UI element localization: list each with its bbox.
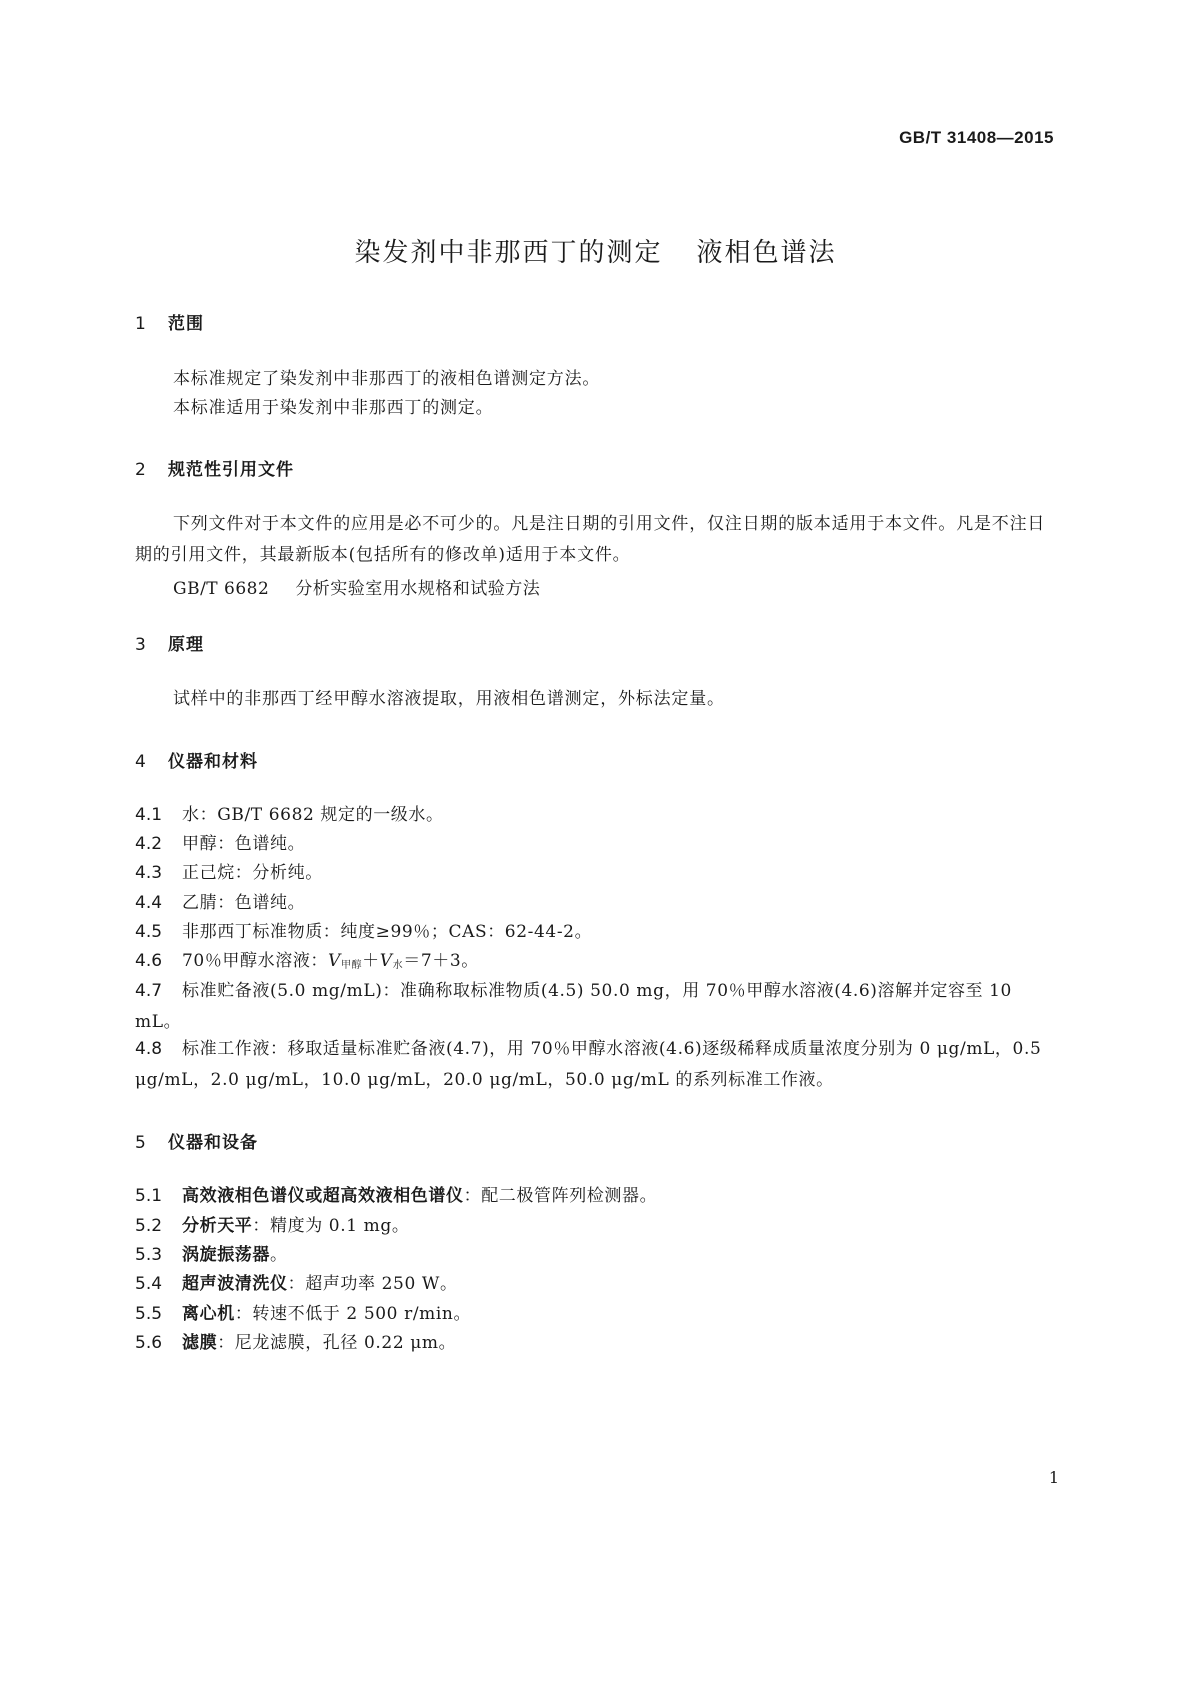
list-item: 4.2 甲醇：色谱纯。 <box>135 834 306 854</box>
list-item: 4.6 70％甲醇水溶液：$V_{甲醇}+V_水=7+3$。 <box>135 951 479 971</box>
section-1-heading: 1 范围 <box>135 314 204 334</box>
document-title <box>0 232 1191 269</box>
section-3-para-1: 试样中的非那西丁经甲醇水溶液提取，用液相色谱测定，外标法定量。 <box>173 689 725 709</box>
title-method: 液相色谱法 <box>696 238 837 268</box>
page-number: 1 <box>1048 1468 1059 1487</box>
section-2-para-1: 下列文件对于本文件的应用是必不可少的。凡是注日期的引用文件，仅注日期的版本适用于本文件。凡是不注日期的引用文件，其最新版本(包括所有的修改单)适用于本文件。 <box>135 514 1046 565</box>
list-item: 5.4 超声波清洗仪：超声功率 250 W。 <box>135 1274 458 1294</box>
list-item: 5.6 滤膜：尼龙滤膜，孔径 0.22 μm。 <box>135 1333 457 1353</box>
section-4-heading: 4 仪器和材料 <box>135 752 258 772</box>
normative-reference <box>173 574 540 599</box>
section-3-heading: 3 原理 <box>135 635 204 655</box>
list-item: 5.5 离心机：转速不低于 2 500 r/min。 <box>135 1304 472 1324</box>
list-item: 4.1 水：GB/T 6682 规定的一级水。 <box>135 805 444 825</box>
list-item: 4.5 非那西丁标准物质：纯度≥99％；CAS：62-44-2。 <box>135 922 593 942</box>
list-item: 5.3 涡旋振荡器。 <box>135 1245 288 1265</box>
title-main: 染发剂中非那西丁的测定 <box>354 238 663 268</box>
section-1-para-1: 本标准规定了染发剂中非那西丁的液相色谱测定方法。 <box>173 369 601 389</box>
list-item: 5.2 分析天平：精度为 0.1 mg。 <box>135 1216 410 1236</box>
reference-title: 分析实验室用水规格和试验方法 <box>295 579 541 599</box>
list-item: 4.4 乙腈：色谱纯。 <box>135 893 306 913</box>
section-2-heading: 2 规范性引用文件 <box>135 460 294 480</box>
list-item: 5.1 高效液相色谱仪或超高效液相色谱仪：配二极管阵列检测器。 <box>135 1186 658 1206</box>
list-item: 4.3 正己烷：分析纯。 <box>135 863 323 883</box>
list-item: 4.8 标准工作液：移取适量标准贮备液(4.7)，用 70％甲醇水溶液(4.6)逐级稀释成质量浓度分别为 0 μg/mL，0.5 μg/mL，2.0 μg/mL，10.0 μg/mL，20.0 μg/mL，50.0 μg/mL 的系列标准工作液。 <box>135 1039 1042 1090</box>
list-item: 4.7 标准贮备液(5.0 mg/mL)：准确称取标准物质(4.5) 50.0 mg，用 70％甲醇水溶液(4.6)溶解并定容至 10 mL。 <box>135 981 1012 1032</box>
reference-code: GB/T 6682 <box>173 579 270 599</box>
section-1-para-2: 本标准适用于染发剂中非那西丁的测定。 <box>173 398 494 418</box>
standard-code: GB/T 31408—2015 <box>899 128 1054 147</box>
section-5-heading: 5 仪器和设备 <box>135 1133 258 1153</box>
